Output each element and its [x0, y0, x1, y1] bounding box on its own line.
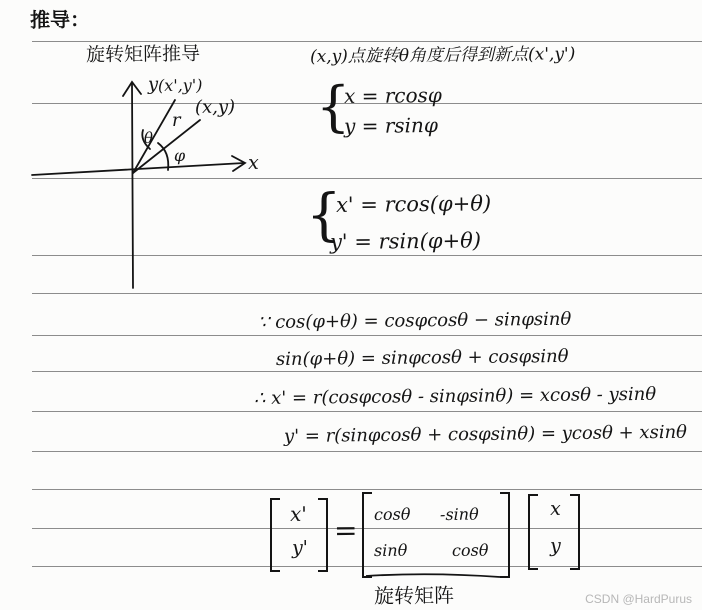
system1-line2: y = rsinφ: [343, 113, 439, 138]
x-axis-label: x: [247, 151, 259, 174]
point-prime-label: (x',y'): [157, 75, 203, 95]
matrix-cell-21: sinθ: [373, 540, 408, 560]
lhs-y-prime: y': [291, 536, 309, 559]
phi-label: φ: [173, 145, 186, 165]
watermark: CSDN @HardPurus: [585, 592, 692, 606]
matrix-cell-22: cosθ: [451, 540, 489, 560]
identity-y-prime: y' = r(sinφcosθ + cosφsinθ) = ycosθ + xsinθ: [283, 421, 688, 447]
radius-label: r: [171, 109, 181, 131]
rhs-y: y: [549, 534, 561, 557]
identity-x-prime: ∴ x' = r(cosφcosθ - sinφsinθ) = xcosθ - ysinθ: [253, 383, 657, 409]
matrix-cell-12: -sinθ: [439, 504, 479, 524]
theta-label: θ: [143, 128, 154, 147]
lhs-x-prime: x': [289, 501, 307, 526]
system2-line2: y' = rsin(φ+θ): [329, 228, 482, 254]
page-heading: 推导：: [29, 7, 91, 32]
identity-sin-sum: sin(φ+θ) = sinφcosθ + cosφsinθ: [275, 345, 569, 370]
rhs-x: x: [549, 497, 561, 520]
rotation-statement: (x,y)点旋转θ角度后得到新点(x',y'): [309, 44, 576, 67]
system2-brace: {: [306, 183, 342, 248]
system1-line1: x = rcosφ: [343, 82, 442, 108]
equals-sign: =: [333, 513, 358, 547]
diagram-title: 旋转矩阵推导: [85, 42, 201, 66]
matrix-cell-11: cosθ: [373, 504, 411, 524]
system1-brace: {: [316, 75, 351, 138]
matrix-caption: 旋转矩阵: [373, 583, 455, 608]
identity-cos-sum: ∵ cos(φ+θ) = cosφcosθ − sinφsinθ: [257, 308, 572, 333]
point-label: (x,y): [194, 96, 236, 118]
y-axis-label: y: [147, 73, 159, 95]
system2-line1: x' = rcos(φ+θ): [335, 191, 492, 217]
